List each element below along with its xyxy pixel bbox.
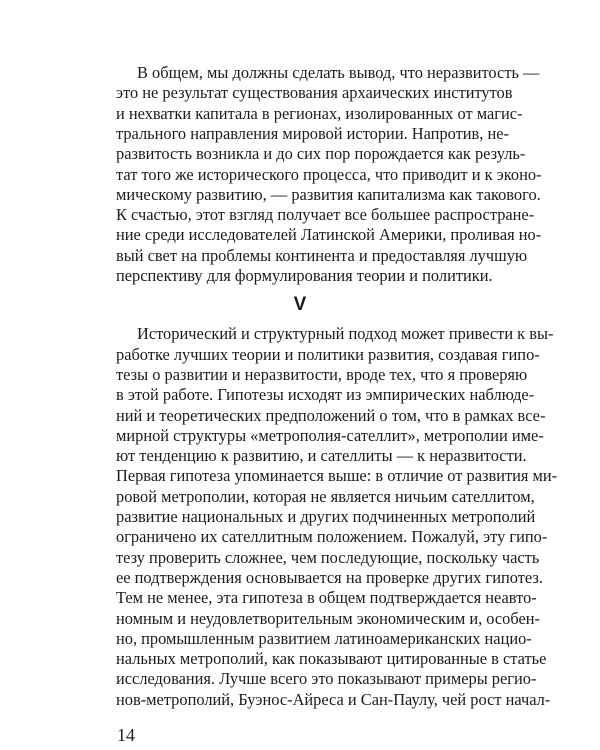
section-heading: V — [293, 294, 307, 316]
text-line: ний и теоретических предположений о том, что в рамках все- — [116, 405, 546, 425]
text-line: Тем не менее, эта гипотеза в общем подтверждается неавто- — [116, 588, 537, 608]
text-line: тезу проверить сложнее, чем последующие, поскольку часть — [116, 547, 540, 567]
text-line: К счастью, этот взгляд получает все большее распростране- — [116, 205, 535, 225]
text-line: мирной структуры «метрополия-сателлит», метрополии име- — [116, 425, 544, 445]
text-line: развитость возникла и до сих пор порождается как резуль- — [116, 144, 526, 164]
text-line: работке лучших теории и политики развития, создавая гипо- — [116, 344, 540, 364]
text-line: тезы о развитии и неразвитости, вроде тех, что я проверяю — [116, 364, 528, 384]
text-line: нальных метрополий, как показывают цитированные в статье — [116, 649, 547, 669]
text-line: в этой работе. Гипотезы исходят из эмпирических наблюде- — [116, 385, 535, 405]
text-line: тат того же исторического процесса, что приводит и к эконо- — [116, 164, 542, 184]
text-line: ограничено их сателлитным положением. Пожалуй, эту гипо- — [116, 527, 548, 547]
text-line: Исторический и структурный подход может привести к вы- — [137, 324, 554, 344]
text-line: трального направления мировой истории. Напротив, не- — [116, 123, 509, 143]
text-line: мическому развитию, — развития капитализма как такового. — [116, 184, 541, 204]
text-line: и нехватки капитала в регионах, изолированных от магис- — [116, 103, 523, 123]
text-line: перспективу для формулирования теории и политики. — [116, 266, 493, 285]
text-line: ние среди исследователей Латинской Америки, проливая но- — [116, 225, 542, 245]
text-line: ют тенденцию к развитию, и сателлиты — к неразвитости. — [116, 446, 527, 466]
text-line: Первая гипотеза упоминается выше: в отличие от развития ми- — [116, 466, 558, 486]
text-line: В общем, мы должны сделать вывод, что неразвитость — — [137, 63, 540, 82]
text-line: но, промышленным развитием латиноамериканских нацио- — [116, 628, 532, 648]
text-line: это не результат существования архаических институтов — [116, 83, 513, 103]
text-line: ровой метрополии, которая не является ничьим сателлитом, — [116, 486, 535, 506]
text-line: исследования. Лучше всего это показывают примеры регио- — [116, 669, 537, 689]
text-line: ее подтверждения основывается на проверке других гипотез. — [116, 567, 543, 587]
text-line: развитие национальных и других подчиненных метрополий — [116, 507, 536, 526]
text-line: номным и неудовлетворительным экономическим и, особен- — [116, 608, 540, 628]
page-number: 14 — [117, 725, 135, 745]
text-line: вый свет на проблемы континента и предоставляя лучшую — [116, 245, 528, 265]
text-line: нов-метрополий, Буэнос-Айреса и Сан-Паулу, чей рост начал- — [116, 689, 551, 709]
